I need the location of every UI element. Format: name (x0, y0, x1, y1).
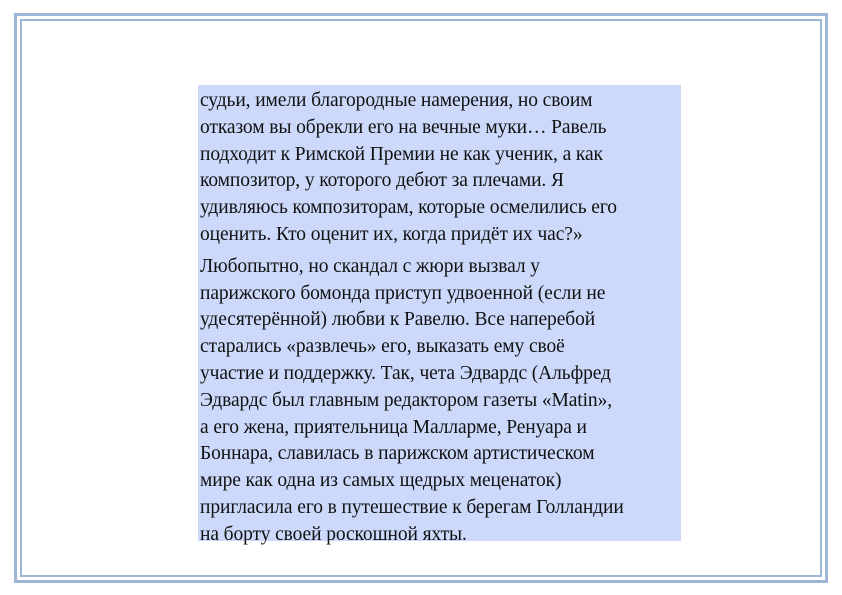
text-line: подходит к Римской Премии не как ученик, а как (200, 143, 603, 165)
text-line: парижского бомонда приступ удвоенной (если не (200, 282, 606, 304)
paragraph-1 (200, 88, 681, 249)
text-line: судьи, имели благородные намерения, но своим (200, 90, 593, 111)
text-line: оценить. Кто оценит их, когда придёт их час?» (200, 223, 583, 245)
text-line: удесятерённой) любви к Равелю. Все наперебой (200, 309, 596, 331)
text-block (198, 85, 681, 545)
text-line: Эдвардс был главным редактором газеты «Matin», (200, 389, 613, 411)
text-line: а его жена, приятельница Малларме, Ренуара и (200, 416, 587, 438)
text-line: пригласила его в путешествие к берегам Голландии (200, 496, 624, 518)
text-line: композитор, у которого дебют за плечами. Я (200, 170, 564, 192)
text-line: мире как одна из самых щедрых меценаток) (200, 470, 562, 492)
text-line: удивляюсь композиторам, которые осмелились его (200, 197, 617, 219)
text-line: на борту своей роскошной яхты. (200, 523, 467, 545)
text-line: участие и поддержку. Так, чета Эдвардс (Альфред (200, 362, 611, 384)
text-line: Любопытно, но скандал с жюри вызвал у (200, 255, 540, 277)
paragraph-2 (200, 254, 681, 549)
text-line: отказом вы обрекли его на вечные муки… Равель (200, 116, 607, 138)
text-line: Боннара, славилась в парижском артистическом (200, 443, 595, 465)
text-line: старались «развлечь» его, выказать ему своё (200, 336, 565, 358)
